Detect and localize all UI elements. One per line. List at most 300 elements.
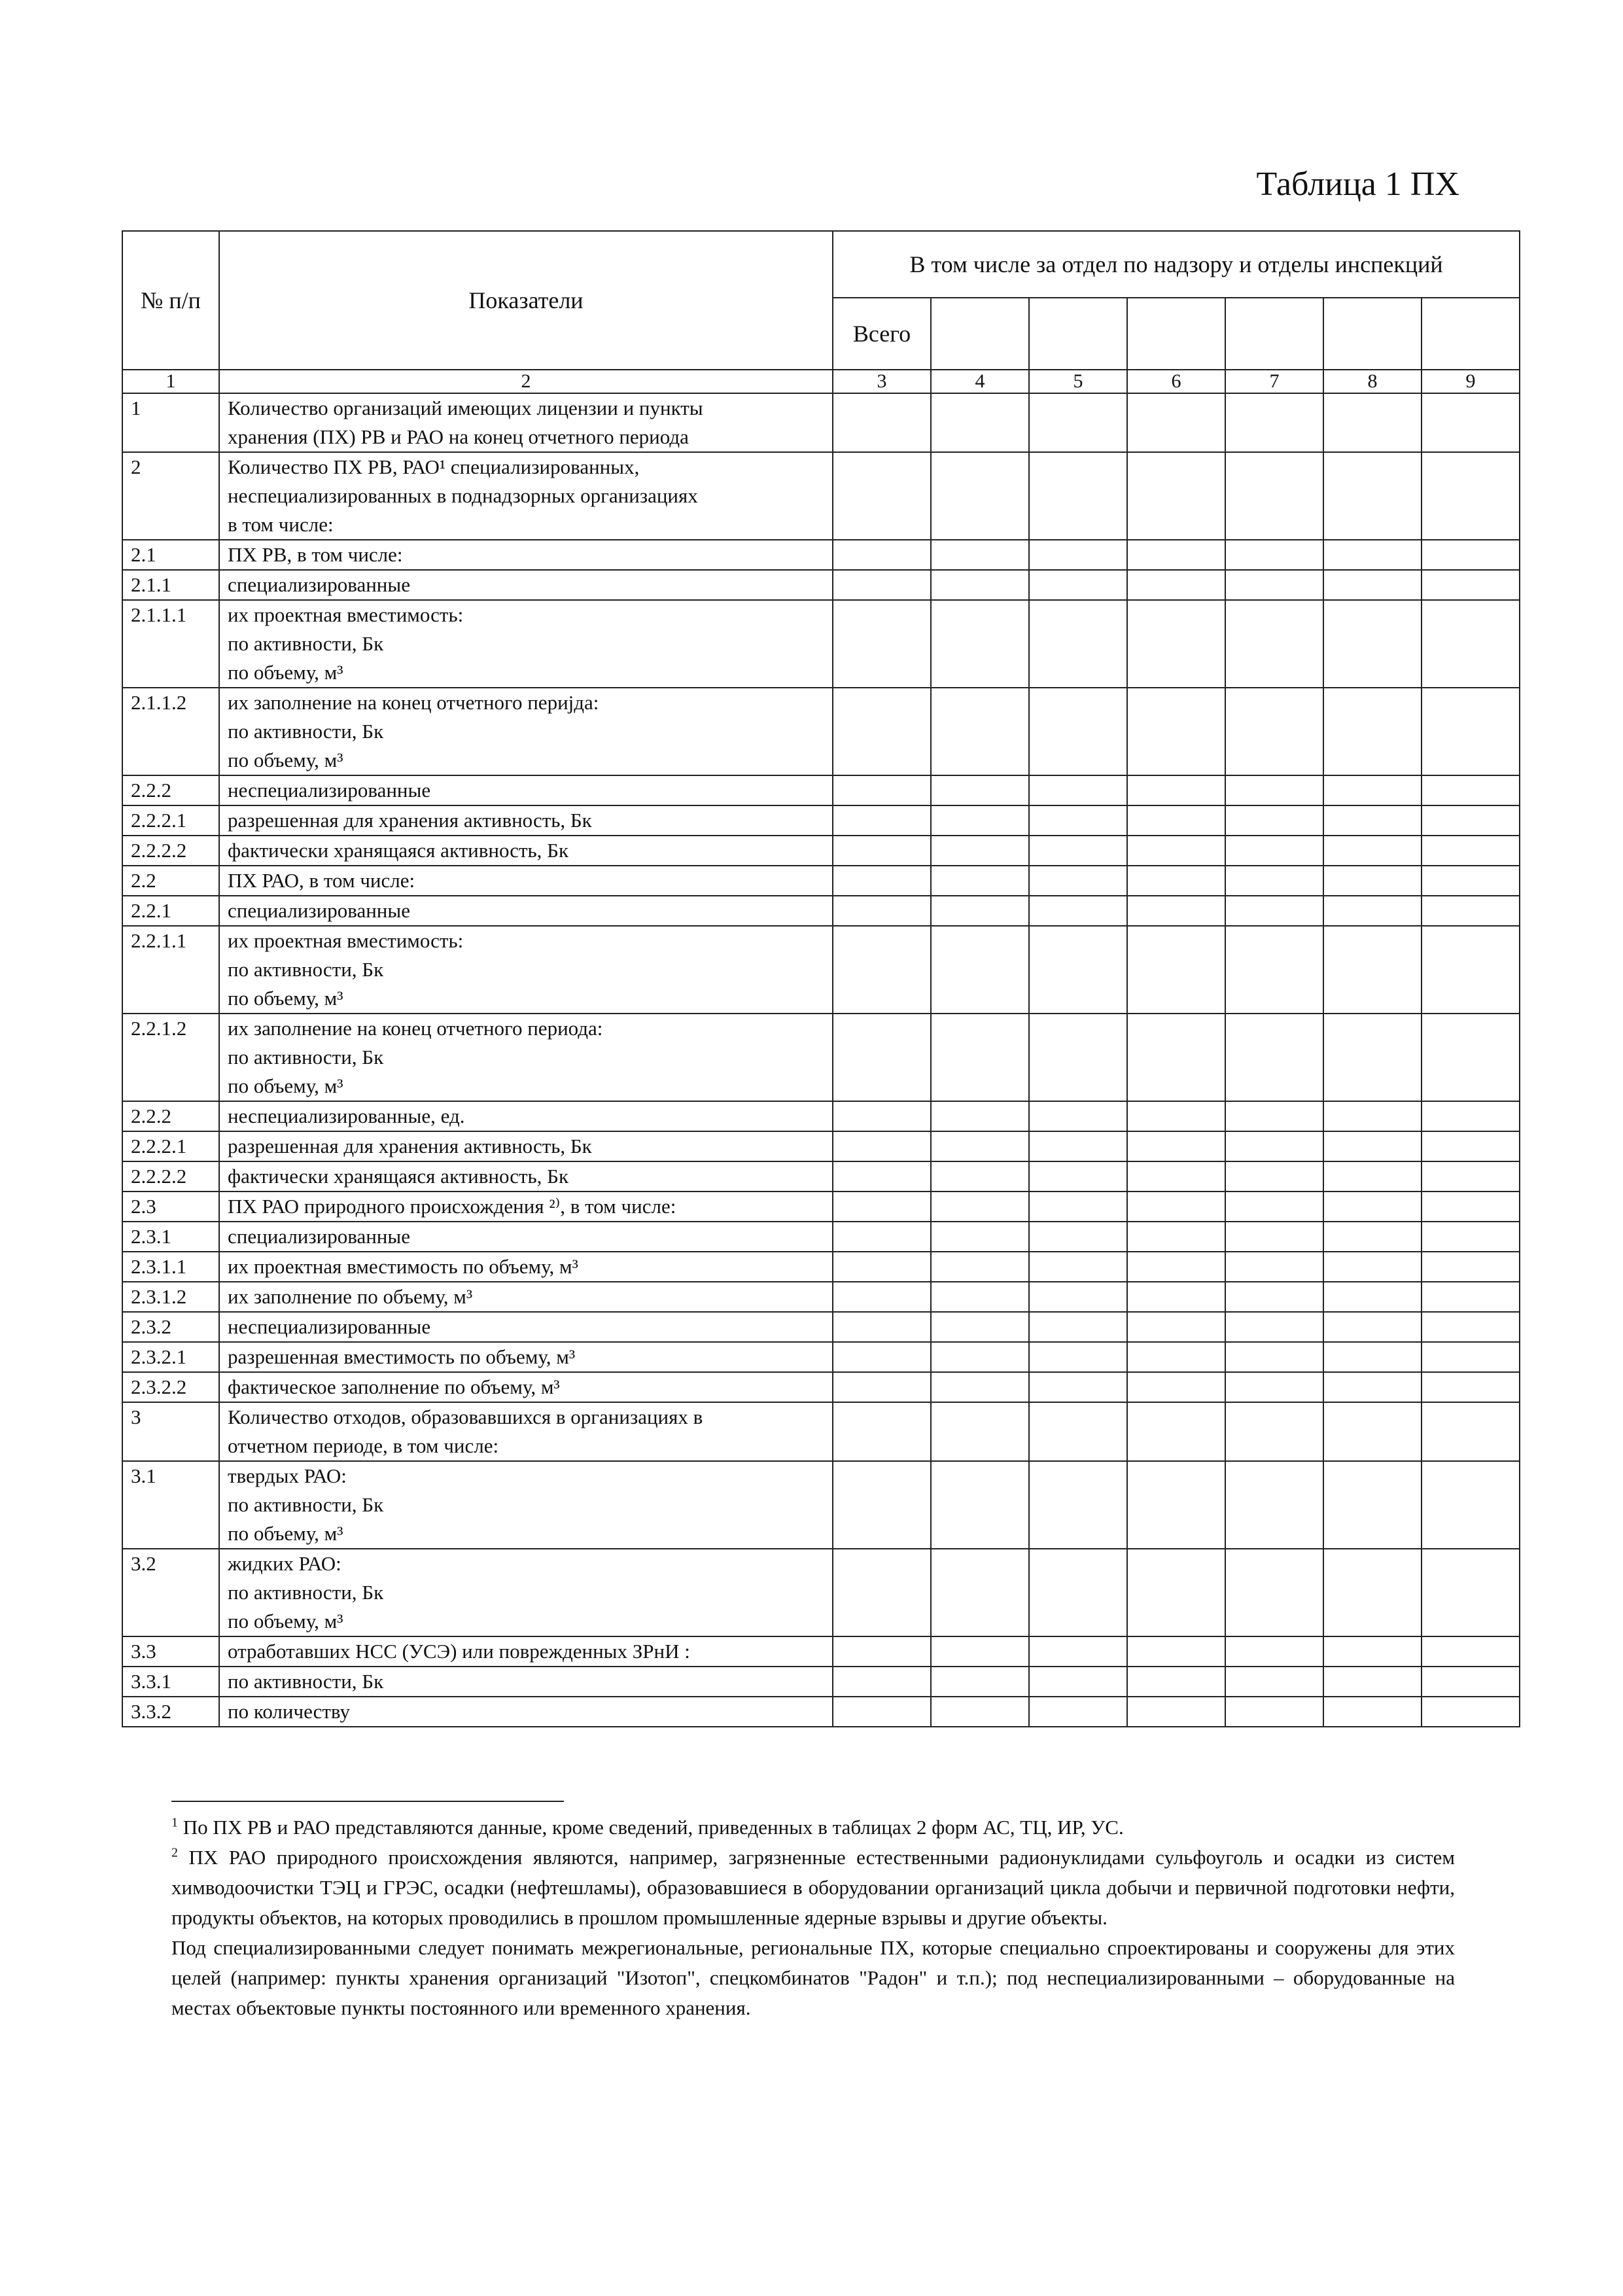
value-cell[interactable] — [1225, 1131, 1323, 1161]
value-cell[interactable] — [1127, 896, 1225, 926]
row-code: 2.2.1.1 — [122, 926, 219, 1014]
value-cell[interactable] — [833, 896, 931, 926]
value-cell[interactable] — [1127, 1636, 1225, 1667]
value-cell[interactable] — [1323, 1101, 1422, 1131]
value-cell[interactable] — [833, 688, 931, 775]
row-code: 2.1.1.2 — [122, 688, 219, 775]
row-code: 2 — [122, 452, 219, 540]
header-empty-cell — [1323, 298, 1422, 370]
value-cell[interactable] — [1225, 1101, 1323, 1131]
value-cell[interactable] — [1422, 805, 1520, 836]
value-cell[interactable] — [931, 1014, 1029, 1101]
indicator-line: по объему, м³ — [228, 661, 343, 684]
value-cell[interactable] — [1127, 1667, 1225, 1697]
indicator-line: в том числе: — [228, 513, 334, 536]
value-cell[interactable] — [1422, 775, 1520, 805]
value-cell[interactable] — [1029, 1282, 1127, 1312]
indicator-line: их проектная вместимость: — [228, 603, 464, 626]
value-cell[interactable] — [1127, 1461, 1225, 1549]
value-cell[interactable] — [1422, 1402, 1520, 1461]
value-cell[interactable] — [833, 1667, 931, 1697]
row-indicator — [219, 1014, 833, 1101]
row-code: 2.1.1.1 — [122, 600, 219, 688]
value-cell[interactable] — [1422, 1372, 1520, 1402]
row-indicator — [219, 1161, 833, 1192]
header-total: Всего — [833, 298, 931, 370]
value-cell[interactable] — [1225, 540, 1323, 570]
value-cell[interactable] — [833, 926, 931, 1014]
value-cell[interactable] — [1323, 896, 1422, 926]
table-row — [122, 1312, 1520, 1342]
value-cell[interactable] — [1422, 1222, 1520, 1252]
value-cell[interactable] — [1127, 452, 1225, 540]
row-indicator — [219, 1222, 833, 1252]
value-cell[interactable] — [1225, 1014, 1323, 1101]
value-cell[interactable] — [931, 896, 1029, 926]
value-cell[interactable] — [931, 1372, 1029, 1402]
value-cell[interactable] — [1029, 1372, 1127, 1402]
value-cell[interactable] — [833, 775, 931, 805]
value-cell[interactable] — [1225, 775, 1323, 805]
value-cell[interactable] — [833, 1014, 931, 1101]
indicator-line: ПХ РАО, в том числе: — [228, 869, 415, 892]
value-cell[interactable] — [931, 1636, 1029, 1667]
value-cell[interactable] — [833, 393, 931, 452]
value-cell[interactable] — [1323, 1549, 1422, 1636]
value-cell[interactable] — [931, 540, 1029, 570]
value-cell[interactable] — [1323, 926, 1422, 1014]
value-cell[interactable] — [1029, 1342, 1127, 1372]
value-cell[interactable] — [1225, 1372, 1323, 1402]
value-cell[interactable] — [931, 1402, 1029, 1461]
table-row — [122, 896, 1520, 926]
indicator-line: неспециализированные, ед. — [228, 1104, 465, 1127]
value-cell[interactable] — [833, 1697, 931, 1727]
value-cell[interactable] — [931, 775, 1029, 805]
row-code: 2.2.2 — [122, 775, 219, 805]
value-cell[interactable] — [833, 540, 931, 570]
value-cell[interactable] — [1029, 1461, 1127, 1549]
indicator-line: хранения (ПХ) РВ и РАО на конец отчетного периода — [228, 425, 689, 448]
row-indicator — [219, 1282, 833, 1312]
row-code: 2.3.2 — [122, 1312, 219, 1342]
value-cell[interactable] — [833, 836, 931, 866]
row-code: 2.3.1.1 — [122, 1252, 219, 1282]
value-cell[interactable] — [1422, 540, 1520, 570]
value-cell[interactable] — [1422, 926, 1520, 1014]
value-cell[interactable] — [1323, 540, 1422, 570]
table-row — [122, 805, 1520, 836]
table-row — [122, 1222, 1520, 1252]
table-row — [122, 1342, 1520, 1372]
value-cell[interactable] — [1029, 866, 1127, 896]
value-cell[interactable] — [931, 688, 1029, 775]
row-code: 2.3 — [122, 1192, 219, 1222]
value-cell[interactable] — [1127, 688, 1225, 775]
value-cell[interactable] — [1225, 1252, 1323, 1282]
value-cell[interactable] — [931, 836, 1029, 866]
indicator-line: их заполнение на конец отчетного перијда: — [228, 691, 599, 714]
indicator-line: по активности, Бк — [228, 1493, 384, 1516]
value-cell[interactable] — [1323, 1372, 1422, 1402]
row-code: 3 — [122, 1402, 219, 1461]
value-cell[interactable] — [1422, 600, 1520, 688]
value-cell[interactable] — [931, 1222, 1029, 1252]
value-cell[interactable] — [1422, 1101, 1520, 1131]
value-cell[interactable] — [1323, 600, 1422, 688]
value-cell[interactable] — [1225, 452, 1323, 540]
indicator-line: фактически хранящаяся активность, Бк — [228, 1165, 569, 1188]
value-cell[interactable] — [931, 1282, 1029, 1312]
row-indicator — [219, 1461, 833, 1549]
value-cell[interactable] — [1225, 1549, 1323, 1636]
value-cell[interactable] — [1127, 540, 1225, 570]
value-cell[interactable] — [1029, 1252, 1127, 1282]
table-row — [122, 1372, 1520, 1402]
value-cell[interactable] — [833, 805, 931, 836]
indicator-line: Количество ПХ РВ, РАО¹ специализированных, — [228, 455, 640, 478]
value-cell[interactable] — [1127, 1192, 1225, 1222]
row-indicator — [219, 452, 833, 540]
value-cell[interactable] — [1029, 836, 1127, 866]
value-cell[interactable] — [1029, 1312, 1127, 1342]
value-cell[interactable] — [1323, 452, 1422, 540]
value-cell[interactable] — [1323, 1667, 1422, 1697]
indicator-line: по активности, Бк — [228, 720, 384, 743]
row-code: 2.2.2.1 — [122, 1131, 219, 1161]
value-cell[interactable] — [931, 1667, 1029, 1697]
row-indicator — [219, 570, 833, 600]
column-number-row — [122, 370, 1520, 393]
value-cell[interactable] — [833, 1192, 931, 1222]
value-cell[interactable] — [931, 1161, 1029, 1192]
value-cell[interactable] — [1029, 540, 1127, 570]
value-cell[interactable] — [1127, 1161, 1225, 1192]
column-number: 9 — [1422, 370, 1520, 393]
value-cell[interactable] — [1422, 1697, 1520, 1727]
indicator-line: по количеству — [228, 1700, 350, 1723]
value-cell[interactable] — [833, 1342, 931, 1372]
indicator-line: по объему, м³ — [228, 1522, 343, 1545]
value-cell[interactable] — [1323, 1636, 1422, 1667]
value-cell[interactable] — [1225, 896, 1323, 926]
column-number: 2 — [219, 370, 833, 393]
row-code: 2.2 — [122, 866, 219, 896]
value-cell[interactable] — [1422, 688, 1520, 775]
footnote-text: Под специализированными следует понимать межрегиональные, региональные ПХ, которые специально спроектированы и сооружены для этих целей (например: пункты хранения организаций "Изотоп", спецкомбинатов "Радон" и т.п.); под неспециализированными – оборудованные на местах объектовые пункты постоянного или временного хранения. — [171, 1936, 1455, 2019]
value-cell[interactable] — [1422, 836, 1520, 866]
indicator-line: неспециализированные — [228, 1315, 431, 1338]
value-cell[interactable] — [1225, 1312, 1323, 1342]
value-cell[interactable] — [1029, 805, 1127, 836]
value-cell[interactable] — [1127, 1697, 1225, 1727]
value-cell[interactable] — [1422, 1252, 1520, 1282]
value-cell[interactable] — [1225, 926, 1323, 1014]
value-cell[interactable] — [1127, 866, 1225, 896]
value-cell[interactable] — [833, 1402, 931, 1461]
value-cell[interactable] — [1225, 600, 1323, 688]
value-cell[interactable] — [1323, 775, 1422, 805]
value-cell[interactable] — [1127, 1372, 1225, 1402]
value-cell[interactable] — [1422, 1282, 1520, 1312]
value-cell[interactable] — [1127, 836, 1225, 866]
row-code: 2.3.1 — [122, 1222, 219, 1252]
value-cell[interactable] — [1225, 836, 1323, 866]
value-cell[interactable] — [1225, 1697, 1323, 1727]
value-cell[interactable] — [931, 1192, 1029, 1222]
row-indicator — [219, 688, 833, 775]
value-cell[interactable] — [1127, 1549, 1225, 1636]
value-cell[interactable] — [1422, 1549, 1520, 1636]
report-table — [122, 230, 1520, 1727]
row-indicator — [219, 1667, 833, 1697]
value-cell[interactable] — [1225, 1222, 1323, 1252]
header-empty-cell — [1422, 298, 1520, 370]
indicator-line: специализированные — [228, 1225, 410, 1248]
row-indicator — [219, 805, 833, 836]
table-row — [122, 1667, 1520, 1697]
value-cell[interactable] — [1323, 1192, 1422, 1222]
value-cell[interactable] — [1029, 896, 1127, 926]
value-cell[interactable] — [1422, 1014, 1520, 1101]
footnotes — [171, 1812, 1455, 2023]
value-cell[interactable] — [1422, 1636, 1520, 1667]
footnote — [171, 1812, 1455, 1843]
indicator-line: их заполнение на конец отчетного периода: — [228, 1017, 603, 1040]
value-cell[interactable] — [1422, 1131, 1520, 1161]
value-cell[interactable] — [1323, 805, 1422, 836]
value-cell[interactable] — [1323, 1131, 1422, 1161]
value-cell[interactable] — [833, 570, 931, 600]
value-cell[interactable] — [1225, 1192, 1323, 1222]
value-cell[interactable] — [1127, 1014, 1225, 1101]
value-cell[interactable] — [1323, 836, 1422, 866]
value-cell[interactable] — [1422, 570, 1520, 600]
footnote-mark: 1 — [171, 1815, 178, 1830]
value-cell[interactable] — [833, 600, 931, 688]
table-row — [122, 775, 1520, 805]
value-cell[interactable] — [1422, 1667, 1520, 1697]
value-cell[interactable] — [931, 1342, 1029, 1372]
value-cell[interactable] — [1127, 1131, 1225, 1161]
value-cell[interactable] — [931, 1131, 1029, 1161]
value-cell[interactable] — [1422, 1461, 1520, 1549]
row-code: 2.2.1 — [122, 896, 219, 926]
value-cell[interactable] — [931, 1252, 1029, 1282]
value-cell[interactable] — [1225, 1636, 1323, 1667]
row-code: 3.3.2 — [122, 1697, 219, 1727]
value-cell[interactable] — [1323, 1461, 1422, 1549]
column-number: 4 — [931, 370, 1029, 393]
row-indicator — [219, 1192, 833, 1222]
row-indicator — [219, 1697, 833, 1727]
value-cell[interactable] — [1225, 688, 1323, 775]
column-number: 1 — [122, 370, 219, 393]
row-code: 3.1 — [122, 1461, 219, 1549]
value-cell[interactable] — [833, 1312, 931, 1342]
value-cell[interactable] — [1323, 1222, 1422, 1252]
value-cell[interactable] — [1225, 570, 1323, 600]
value-cell[interactable] — [833, 452, 931, 540]
value-cell[interactable] — [931, 1697, 1029, 1727]
value-cell[interactable] — [833, 1222, 931, 1252]
row-indicator — [219, 600, 833, 688]
value-cell[interactable] — [1323, 1014, 1422, 1101]
value-cell[interactable] — [1127, 600, 1225, 688]
row-code: 2.2.2.2 — [122, 836, 219, 866]
value-cell[interactable] — [1127, 1222, 1225, 1252]
value-cell[interactable] — [1323, 1402, 1422, 1461]
value-cell[interactable] — [833, 1282, 931, 1312]
value-cell[interactable] — [1323, 688, 1422, 775]
value-cell[interactable] — [833, 866, 931, 896]
table-row — [122, 836, 1520, 866]
value-cell[interactable] — [833, 1461, 931, 1549]
value-cell[interactable] — [1127, 926, 1225, 1014]
table-row — [122, 1014, 1520, 1101]
value-cell[interactable] — [1029, 1402, 1127, 1461]
column-number: 3 — [833, 370, 931, 393]
header-empty-cell — [931, 298, 1029, 370]
value-cell[interactable] — [1422, 1161, 1520, 1192]
row-code: 2.2.1.2 — [122, 1014, 219, 1101]
value-cell[interactable] — [1127, 805, 1225, 836]
value-cell[interactable] — [931, 1101, 1029, 1131]
indicator-line: по активности, Бк — [228, 1046, 384, 1069]
value-cell[interactable] — [1323, 1697, 1422, 1727]
table-row — [122, 1636, 1520, 1667]
indicator-line: специализированные — [228, 573, 410, 596]
value-cell[interactable] — [931, 1461, 1029, 1549]
indicator-line: по активности, Бк — [228, 958, 384, 981]
value-cell[interactable] — [1127, 570, 1225, 600]
value-cell[interactable] — [1225, 393, 1323, 452]
value-cell[interactable] — [1323, 1342, 1422, 1372]
value-cell[interactable] — [1225, 1342, 1323, 1372]
value-cell[interactable] — [1029, 1636, 1127, 1667]
value-cell[interactable] — [1029, 1667, 1127, 1697]
value-cell[interactable] — [1127, 1342, 1225, 1372]
value-cell[interactable] — [1029, 1549, 1127, 1636]
value-cell[interactable] — [1029, 1101, 1127, 1131]
value-cell[interactable] — [833, 1101, 931, 1131]
value-cell[interactable] — [931, 1312, 1029, 1342]
value-cell[interactable] — [1127, 1312, 1225, 1342]
value-cell[interactable] — [1323, 1312, 1422, 1342]
value-cell[interactable] — [833, 1161, 931, 1192]
column-number: 5 — [1029, 370, 1127, 393]
value-cell[interactable] — [1225, 1461, 1323, 1549]
value-cell[interactable] — [833, 1372, 931, 1402]
value-cell[interactable] — [1127, 1282, 1225, 1312]
value-cell[interactable] — [1029, 452, 1127, 540]
value-cell[interactable] — [1029, 775, 1127, 805]
value-cell[interactable] — [1225, 805, 1323, 836]
value-cell[interactable] — [931, 926, 1029, 1014]
value-cell[interactable] — [1029, 1192, 1127, 1222]
value-cell[interactable] — [833, 1549, 931, 1636]
table-row — [122, 926, 1520, 1014]
row-code: 2.1.1 — [122, 570, 219, 600]
indicator-line: разрешенная для хранения активность, Бк — [228, 809, 592, 832]
value-cell[interactable] — [1029, 1222, 1127, 1252]
table-row — [122, 393, 1520, 452]
value-cell[interactable] — [1029, 570, 1127, 600]
value-cell[interactable] — [1029, 688, 1127, 775]
value-cell[interactable] — [833, 1636, 931, 1667]
value-cell[interactable] — [1029, 600, 1127, 688]
value-cell[interactable] — [1225, 1402, 1323, 1461]
value-cell[interactable] — [1127, 775, 1225, 805]
value-cell[interactable] — [1422, 1312, 1520, 1342]
value-cell[interactable] — [931, 600, 1029, 688]
value-cell[interactable] — [1225, 1667, 1323, 1697]
row-code: 2.3.2.1 — [122, 1342, 219, 1372]
value-cell[interactable] — [1029, 1014, 1127, 1101]
value-cell[interactable] — [833, 1252, 931, 1282]
table-row — [122, 866, 1520, 896]
header-empty-cell — [1029, 298, 1127, 370]
value-cell[interactable] — [1422, 393, 1520, 452]
value-cell[interactable] — [1323, 393, 1422, 452]
row-code: 2.3.2.2 — [122, 1372, 219, 1402]
footnote-mark: 2 — [171, 1845, 178, 1860]
value-cell[interactable] — [1323, 1252, 1422, 1282]
value-cell[interactable] — [1225, 1161, 1323, 1192]
value-cell[interactable] — [1422, 866, 1520, 896]
value-cell[interactable] — [1127, 393, 1225, 452]
value-cell[interactable] — [833, 1131, 931, 1161]
indicator-line: отчетном периоде, в том числе: — [228, 1434, 499, 1457]
value-cell[interactable] — [931, 1549, 1029, 1636]
value-cell[interactable] — [1323, 1161, 1422, 1192]
table-row — [122, 600, 1520, 688]
value-cell[interactable] — [931, 805, 1029, 836]
value-cell[interactable] — [1422, 452, 1520, 540]
value-cell[interactable] — [1422, 1342, 1520, 1372]
value-cell[interactable] — [931, 452, 1029, 540]
row-indicator — [219, 836, 833, 866]
value-cell[interactable] — [1127, 1252, 1225, 1282]
value-cell[interactable] — [1422, 1192, 1520, 1222]
value-cell[interactable] — [931, 866, 1029, 896]
column-number: 8 — [1323, 370, 1422, 393]
value-cell[interactable] — [1225, 866, 1323, 896]
value-cell[interactable] — [1422, 896, 1520, 926]
value-cell[interactable] — [1029, 393, 1127, 452]
value-cell[interactable] — [931, 393, 1029, 452]
value-cell[interactable] — [1323, 570, 1422, 600]
row-code: 3.3.1 — [122, 1667, 219, 1697]
row-code: 3.2 — [122, 1549, 219, 1636]
value-cell[interactable] — [1029, 926, 1127, 1014]
value-cell[interactable] — [1029, 1161, 1127, 1192]
value-cell[interactable] — [1225, 1282, 1323, 1312]
value-cell[interactable] — [1323, 866, 1422, 896]
table-row — [122, 540, 1520, 570]
value-cell[interactable] — [1127, 1101, 1225, 1131]
table-row — [122, 1101, 1520, 1131]
row-indicator — [219, 1636, 833, 1667]
indicator-line: их заполнение по объему, м³ — [228, 1285, 473, 1308]
table-row — [122, 1697, 1520, 1727]
value-cell[interactable] — [1323, 1282, 1422, 1312]
value-cell[interactable] — [931, 570, 1029, 600]
indicator-line: твердых РАО: — [228, 1464, 347, 1487]
value-cell[interactable] — [1029, 1131, 1127, 1161]
value-cell[interactable] — [1127, 1402, 1225, 1461]
value-cell[interactable] — [1029, 1697, 1127, 1727]
